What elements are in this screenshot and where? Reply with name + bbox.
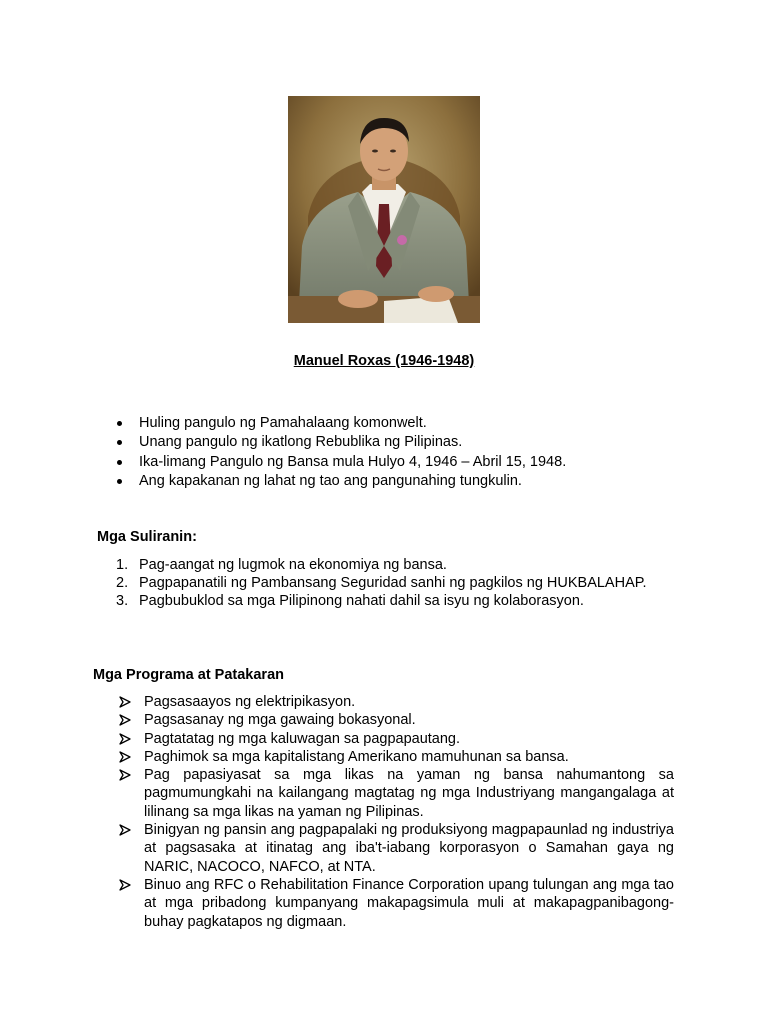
list-item-text: Pagsasanay ng mga gawaing bokasyonal. xyxy=(144,712,416,729)
list-item-text: Binuo ang RFC o Rehabilitation Finance Corporation upang tulungan ang mga tao at mga pribadong kumpanyang makapagsimula muli at makapagpanibagong-buhay pagkatapos ng digmaan. xyxy=(144,876,674,930)
list-item-text: Pagsasaayos ng elektripikasyon. xyxy=(144,694,356,710)
list-item-text: Pagtatatag ng mga kaluwagan sa pagpapautang. xyxy=(144,730,461,747)
list-item xyxy=(117,766,674,821)
arrow-bullet-icon xyxy=(119,879,131,891)
list-item xyxy=(112,592,674,610)
arrow-bullet-icon xyxy=(119,769,131,781)
arrow-bullet-icon xyxy=(119,733,131,745)
list-item-text: Binigyan ng pansin ang pagpapalaki ng produksiyong magpapaunlad ng industriya at pagsasaka at itinatag ang iba't-iabang korporasyon o Samahan gaya ng NARIC, NACOCO, NAFCO, at NTA. xyxy=(144,822,674,875)
list-number: 3. xyxy=(116,593,129,609)
list-item-text: Pag-aangat ng lugmok na ekonomiya ng bansa. xyxy=(139,557,447,573)
bullet-list xyxy=(114,414,714,491)
list-item xyxy=(117,693,674,711)
list-number: 2. xyxy=(116,575,129,591)
list-item-text: Pagbubuklod sa mga Pilipinong nahati dahil sa isyu ng kolaborasyon. xyxy=(139,593,584,609)
section-heading-problems: Mga Suliranin: xyxy=(97,529,197,545)
section-heading-programs: Mga Programa at Patakaran xyxy=(93,667,284,683)
arrow-bullet-icon xyxy=(119,696,131,708)
list-item-text: Paghimok sa mga kapitalistang Amerikano mamuhunan sa bansa. xyxy=(144,748,569,765)
programs-list xyxy=(117,693,674,931)
arrow-bullet-icon xyxy=(119,751,131,763)
list-item: Huling pangulo ng Pamahalaang komonwelt. xyxy=(114,414,714,433)
portrait-image xyxy=(288,96,480,323)
problems-list xyxy=(112,556,674,610)
list-item: Ika-limang Pangulo ng Bansa mula Hulyo 4, 1946 – Abril 15, 1948. xyxy=(114,453,714,472)
list-item xyxy=(117,711,674,729)
list-item xyxy=(112,574,674,592)
list-item xyxy=(117,748,674,766)
list-item xyxy=(117,730,674,748)
list-number: 1. xyxy=(116,557,129,573)
list-item: Unang pangulo ng ikatlong Rebublika ng Pilipinas. xyxy=(114,433,714,452)
list-item-text: Pagpapanatili ng Pambansang Seguridad sanhi ng pagkilos ng HUKBALAHAP. xyxy=(139,575,647,591)
list-item xyxy=(117,821,674,876)
list-item-text: Pag papasiyasat sa mga likas na yaman ng bansa nahumantong sa pagmumungkahi na kailangang magtatag ng mga Industriyang mangangalaga at lilinang sa mga likas na yaman ng Pilipinas. xyxy=(144,767,674,820)
arrow-bullet-icon xyxy=(119,824,131,836)
list-item xyxy=(112,556,674,574)
arrow-bullet-icon xyxy=(119,714,131,726)
list-item: Ang kapakanan ng lahat ng tao ang pangunahing tungkulin. xyxy=(114,472,714,491)
page-title: Manuel Roxas (1946-1948) xyxy=(293,353,475,369)
list-item xyxy=(117,876,674,931)
